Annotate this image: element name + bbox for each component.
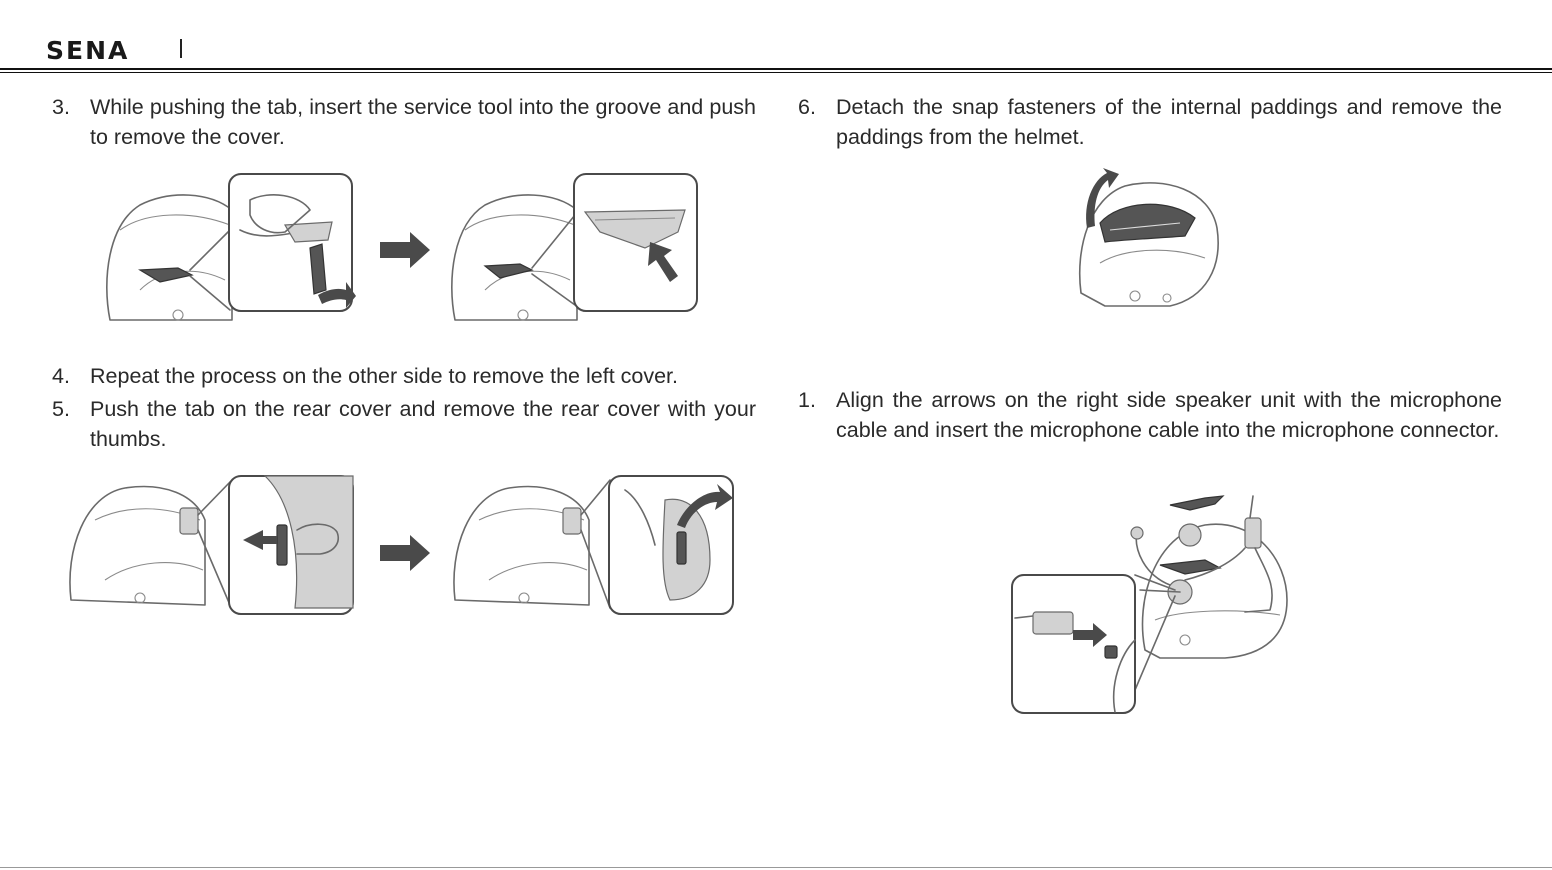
step-number: 4. bbox=[52, 364, 70, 388]
microphone-icon bbox=[1131, 527, 1143, 539]
helmet-icon bbox=[1080, 183, 1218, 306]
step-number: 6. bbox=[798, 95, 816, 119]
helmet-icon bbox=[70, 487, 205, 605]
footer-rule bbox=[0, 867, 1552, 868]
step-number: 3. bbox=[52, 95, 70, 119]
step-number: 1. bbox=[798, 388, 816, 412]
step-5 bbox=[52, 394, 756, 456]
helmet-icon bbox=[452, 195, 577, 320]
arrow-right-icon bbox=[380, 535, 430, 571]
sena-logo: SENA bbox=[46, 36, 130, 65]
arrow-right-icon bbox=[380, 232, 430, 268]
speaker-icon bbox=[1179, 524, 1201, 546]
microphone-connector-icon bbox=[1245, 518, 1261, 548]
step-text: While pushing the tab, insert the service tool into the groove and push to remove the cover. bbox=[90, 95, 756, 149]
header-separator bbox=[180, 39, 182, 58]
step-text: Push the tab on the rear cover and remove the rear cover with your thumbs. bbox=[90, 397, 756, 451]
step-number: 5. bbox=[52, 397, 70, 421]
remove-padding-illustration bbox=[1075, 168, 1225, 313]
connect-microphone-cable-illustration bbox=[1005, 490, 1295, 720]
step-4 bbox=[52, 361, 756, 393]
helmet-icon bbox=[454, 487, 589, 605]
header-rule-thin bbox=[0, 72, 1552, 73]
step-text: Repeat the process on the other side to remove the left cover. bbox=[90, 364, 679, 388]
helmet-icon bbox=[107, 195, 232, 320]
step-1 bbox=[798, 385, 1502, 477]
step-3 bbox=[52, 92, 756, 154]
step-text: Align the arrows on the right side speaker unit with the microphone cable and insert the microphone cable into the microphone connector. bbox=[836, 388, 1502, 442]
remove-side-cover-illustration bbox=[100, 170, 710, 335]
step-text: Detach the snap fasteners of the internal paddings and remove the paddings from the helmet. bbox=[836, 95, 1502, 149]
remove-rear-cover-illustration bbox=[65, 470, 740, 620]
step-6 bbox=[798, 92, 1502, 154]
header-rule bbox=[0, 68, 1552, 70]
